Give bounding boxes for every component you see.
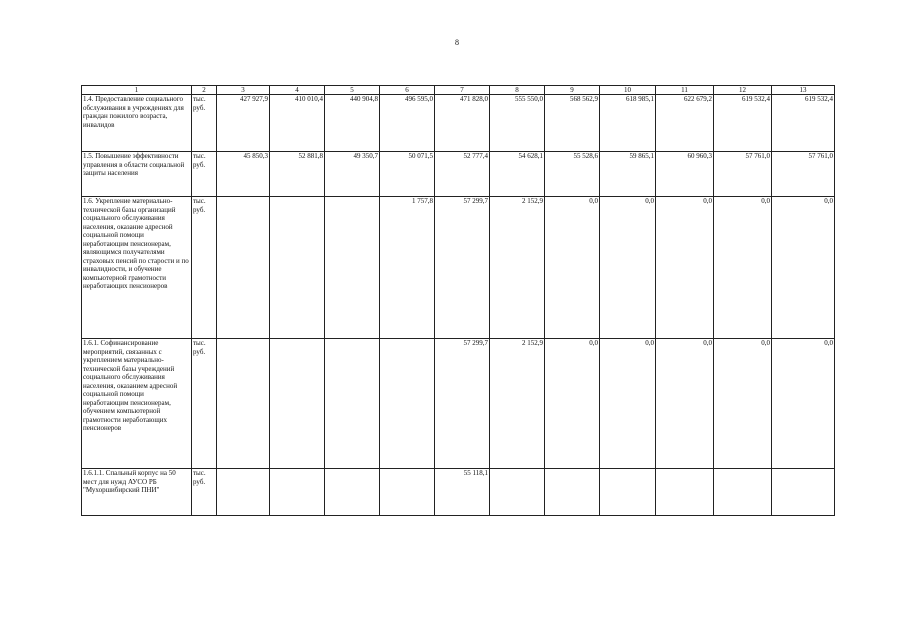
value-cell: 0,0 bbox=[772, 197, 835, 339]
table-row bbox=[82, 469, 835, 516]
value-cell: 0,0 bbox=[600, 339, 656, 469]
table-row bbox=[82, 95, 835, 152]
row-unit-cell: тыс. руб. bbox=[192, 339, 217, 469]
table-row bbox=[82, 197, 835, 339]
value-cell: 49 350,7 bbox=[325, 152, 380, 197]
row-name-cell: 1.4. Предоставление социального обслуживания в учреждениях для граждан пожилого возраста, инвалидов bbox=[82, 95, 192, 152]
value-cell: 619 532,4 bbox=[772, 95, 835, 152]
value-cell: 0,0 bbox=[656, 197, 714, 339]
value-cell bbox=[325, 339, 380, 469]
value-cell: 55 118,1 bbox=[435, 469, 490, 516]
value-cell: 57 299,7 bbox=[435, 197, 490, 339]
value-cell: 57 761,0 bbox=[772, 152, 835, 197]
value-cell: 0,0 bbox=[772, 339, 835, 469]
value-cell: 440 904,8 bbox=[325, 95, 380, 152]
value-cell: 496 595,0 bbox=[380, 95, 435, 152]
budget-table bbox=[81, 85, 835, 516]
value-cell bbox=[325, 469, 380, 516]
value-cell: 2 152,9 bbox=[490, 197, 545, 339]
value-cell: 55 528,6 bbox=[545, 152, 600, 197]
value-cell: 471 828,0 bbox=[435, 95, 490, 152]
column-header: 6 bbox=[380, 86, 435, 95]
row-unit-cell: тыс. руб. bbox=[192, 152, 217, 197]
value-cell: 568 562,9 bbox=[545, 95, 600, 152]
table-row bbox=[82, 152, 835, 197]
value-cell bbox=[217, 469, 270, 516]
column-header: 13 bbox=[772, 86, 835, 95]
value-cell: 60 960,3 bbox=[656, 152, 714, 197]
value-cell: 59 865,1 bbox=[600, 152, 656, 197]
row-name-cell: 1.6.1.1. Спальный корпус на 50 мест для нужд АУСО РБ "Мухоршибирский ПНИ" bbox=[82, 469, 192, 516]
value-cell bbox=[270, 469, 325, 516]
value-cell bbox=[325, 197, 380, 339]
column-header: 4 bbox=[270, 86, 325, 95]
column-header: 12 bbox=[714, 86, 772, 95]
value-cell: 50 071,5 bbox=[380, 152, 435, 197]
value-cell: 1 757,8 bbox=[380, 197, 435, 339]
value-cell bbox=[380, 339, 435, 469]
column-header: 2 bbox=[192, 86, 217, 95]
value-cell bbox=[600, 469, 656, 516]
row-name-cell: 1.5. Повышение эффективности управления в области социальной защиты населения bbox=[82, 152, 192, 197]
value-cell bbox=[380, 469, 435, 516]
value-cell: 45 850,3 bbox=[217, 152, 270, 197]
header-row bbox=[82, 86, 835, 95]
value-cell bbox=[270, 339, 325, 469]
row-name-cell: 1.6. Укрепление материально-технической базы организаций социального обслуживания населения, оказание адресной социальной помощи неработающим пенсионерам, являющимся получателями страховых пенсий по старости и по инвалидности, и обучение компьютерной грамотности неработающих пенсионеров bbox=[82, 197, 192, 339]
value-cell: 54 628,1 bbox=[490, 152, 545, 197]
value-cell: 2 152,9 bbox=[490, 339, 545, 469]
row-name-cell: 1.6.1. Софинансирование мероприятий, связанных с укреплением материально-технической базы учреждений социального обслуживания населения, оказанием адресной социальной помощи неработающим пенсионерам, обучением компьютерной грамотности неработающих пенсионеров bbox=[82, 339, 192, 469]
value-cell: 57 299,7 bbox=[435, 339, 490, 469]
value-cell: 57 761,0 bbox=[714, 152, 772, 197]
value-cell bbox=[772, 469, 835, 516]
column-header: 8 bbox=[490, 86, 545, 95]
value-cell: 52 777,4 bbox=[435, 152, 490, 197]
value-cell: 427 927,9 bbox=[217, 95, 270, 152]
column-header: 7 bbox=[435, 86, 490, 95]
page-number: 8 bbox=[455, 38, 459, 47]
value-cell: 0,0 bbox=[714, 339, 772, 469]
value-cell: 410 010,4 bbox=[270, 95, 325, 152]
value-cell: 0,0 bbox=[600, 197, 656, 339]
value-cell bbox=[217, 339, 270, 469]
value-cell bbox=[270, 197, 325, 339]
value-cell: 0,0 bbox=[545, 197, 600, 339]
column-header: 1 bbox=[82, 86, 192, 95]
value-cell: 52 881,8 bbox=[270, 152, 325, 197]
value-cell bbox=[490, 469, 545, 516]
value-cell: 622 679,2 bbox=[656, 95, 714, 152]
value-cell: 0,0 bbox=[714, 197, 772, 339]
value-cell bbox=[714, 469, 772, 516]
column-header: 5 bbox=[325, 86, 380, 95]
table-row bbox=[82, 339, 835, 469]
value-cell: 555 550,0 bbox=[490, 95, 545, 152]
row-unit-cell: тыс. руб. bbox=[192, 469, 217, 516]
column-header: 9 bbox=[545, 86, 600, 95]
value-cell: 0,0 bbox=[545, 339, 600, 469]
value-cell bbox=[217, 197, 270, 339]
value-cell bbox=[545, 469, 600, 516]
value-cell: 0,0 bbox=[656, 339, 714, 469]
column-header: 10 bbox=[600, 86, 656, 95]
row-unit-cell: тыс. руб. bbox=[192, 95, 217, 152]
column-header: 3 bbox=[217, 86, 270, 95]
value-cell: 619 532,4 bbox=[714, 95, 772, 152]
value-cell bbox=[656, 469, 714, 516]
column-header: 11 bbox=[656, 86, 714, 95]
value-cell: 618 985,1 bbox=[600, 95, 656, 152]
row-unit-cell: тыс. руб. bbox=[192, 197, 217, 339]
